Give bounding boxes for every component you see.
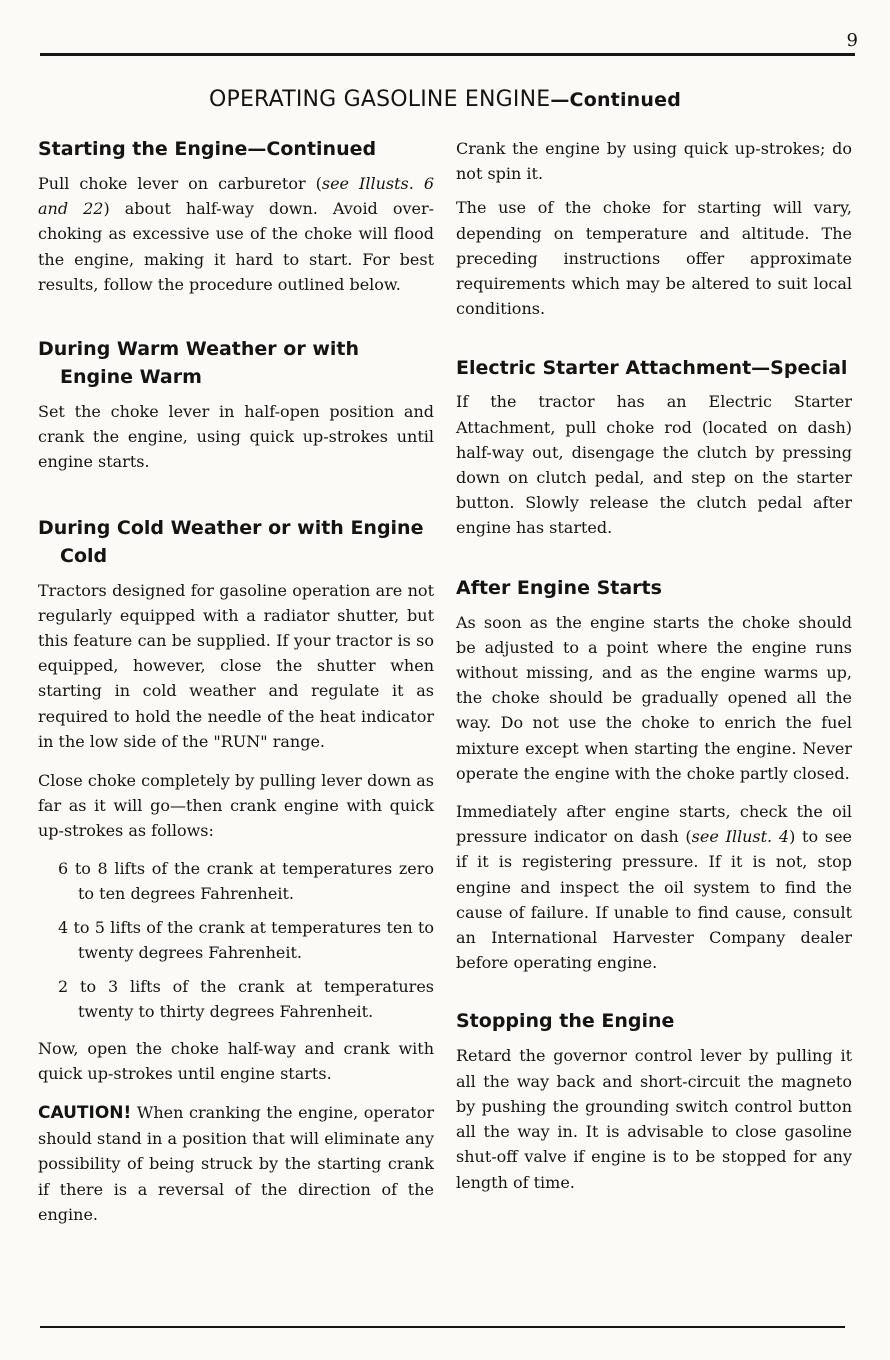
caution-paragraph — [38, 1100, 434, 1227]
left-column — [38, 132, 434, 1227]
choke-usage-paragraph: The use of the choke for starting will vary, depending on temperature and altitude. The preceding instructions offer approximate requirements which may be altered to suit local conditions. — [456, 198, 852, 319]
oil-text-before: Immediately after engine starts, check the oil pressure indicator on dash ( — [456, 802, 852, 847]
starting-text-italic: see Illusts. 6 and 22 — [38, 174, 434, 219]
stopping-engine-paragraph: Retard the governor control lever by pulling it all the way back and short-circuit the magneto by pushing the grounding switch control button all the way in. It is advisable to close gasoline shut-off valve if engine is to be stopped for any length of time. — [456, 1046, 852, 1192]
cold-weather-heading: During Cold Weather or with Engine Cold — [38, 516, 424, 567]
starting-text-after: ) about half-way down. Avoid over-choking as excessive use of the choke will flood the engine, making it hard to start. For best results, follow the procedure outlined below. — [38, 199, 435, 294]
oil-text-italic: see Illust. 4 — [691, 827, 790, 847]
electric-starter-heading: Electric Starter Attachment—Special — [456, 357, 848, 380]
bottom-rule — [40, 1326, 845, 1328]
right-column — [456, 132, 852, 1195]
warm-weather-heading: During Warm Weather or with Engine Warm — [38, 338, 359, 389]
after-engine-starts-paragraph-2 — [456, 799, 852, 975]
cold-weather-paragraph-3: Now, open the choke half-way and crank with quick up-strokes until engine starts. — [38, 1038, 434, 1083]
starting-engine-paragraph — [38, 171, 434, 297]
warm-weather-paragraph: Set the choke lever in half-open position and crank the engine, using quick up-strokes until engine starts. — [38, 402, 434, 472]
oil-text-after: ) to see if it is registering pressure. If it is not, stop engine and inspect the oil system to find the cause of failure. If unable to find cause, consult an International Harvester Company dealer before operating engine. — [456, 827, 853, 973]
after-engine-starts-paragraph-1: As soon as the engine starts the choke should be adjusted to a point where the engine runs without missing, and as the engine warms up, the choke should be gradually opened all the way. Do not use the choke to enrich the fuel mixture except when starting the engine. Never operate the engine with the choke partly closed. — [456, 612, 852, 783]
crank-paragraph: Crank the engine by using quick up-strokes; do not spin it. — [456, 139, 852, 184]
page-title-main: OPERATING GASOLINE ENGINE — [208, 87, 551, 112]
top-rule — [40, 53, 855, 56]
caution-label: CAUTION! — [38, 1103, 132, 1124]
lifts-item-2: 4 to 5 lifts of the crank at temperatures ten to twenty degrees Fahrenheit. — [58, 917, 434, 962]
page-title-suffix: —Continued — [550, 89, 682, 111]
starting-engine-heading: Starting the Engine—Continued — [38, 138, 377, 160]
caution-text: When cranking the engine, operator should stand in a position that will eliminate any possibility of being struck by the starting crank if there is a reversal of the direction of the engine. — [38, 1103, 434, 1224]
page-number: 9 — [846, 30, 858, 51]
electric-starter-paragraph: If the tractor has an Electric Starter Attachment, pull choke rod (located on dash) half-way out, disengage the clutch by pressing down on clutch pedal, and step on the starter button. Slowly release the clutch pedal after engine has started. — [456, 392, 852, 538]
cold-weather-paragraph-1: Tractors designed for gasoline operation are not regularly equipped with a radiator shutter, but this feature can be supplied. If your tractor is so equipped, however, close the shutter when starting in cold weather and regulate it as required to hold the needle of the heat indicator in the low side of the "RUN" range. — [38, 580, 434, 751]
starting-text-before: Pull choke lever on carburetor ( — [38, 174, 322, 193]
lifts-item-1: 6 to 8 lifts of the crank at temperatures zero to ten degrees Fahrenheit. — [58, 858, 434, 903]
page-title — [0, 87, 890, 112]
after-engine-starts-heading: After Engine Starts — [456, 576, 662, 599]
stopping-engine-heading: Stopping the Engine — [456, 1010, 675, 1033]
lifts-item-3: 2 to 3 lifts of the crank at temperatures twenty to thirty degrees Fahrenheit. — [58, 976, 434, 1021]
cold-weather-paragraph-2: Close choke completely by pulling lever down as far as it will go—then crank engine with quick up-strokes as follows: — [38, 771, 434, 841]
